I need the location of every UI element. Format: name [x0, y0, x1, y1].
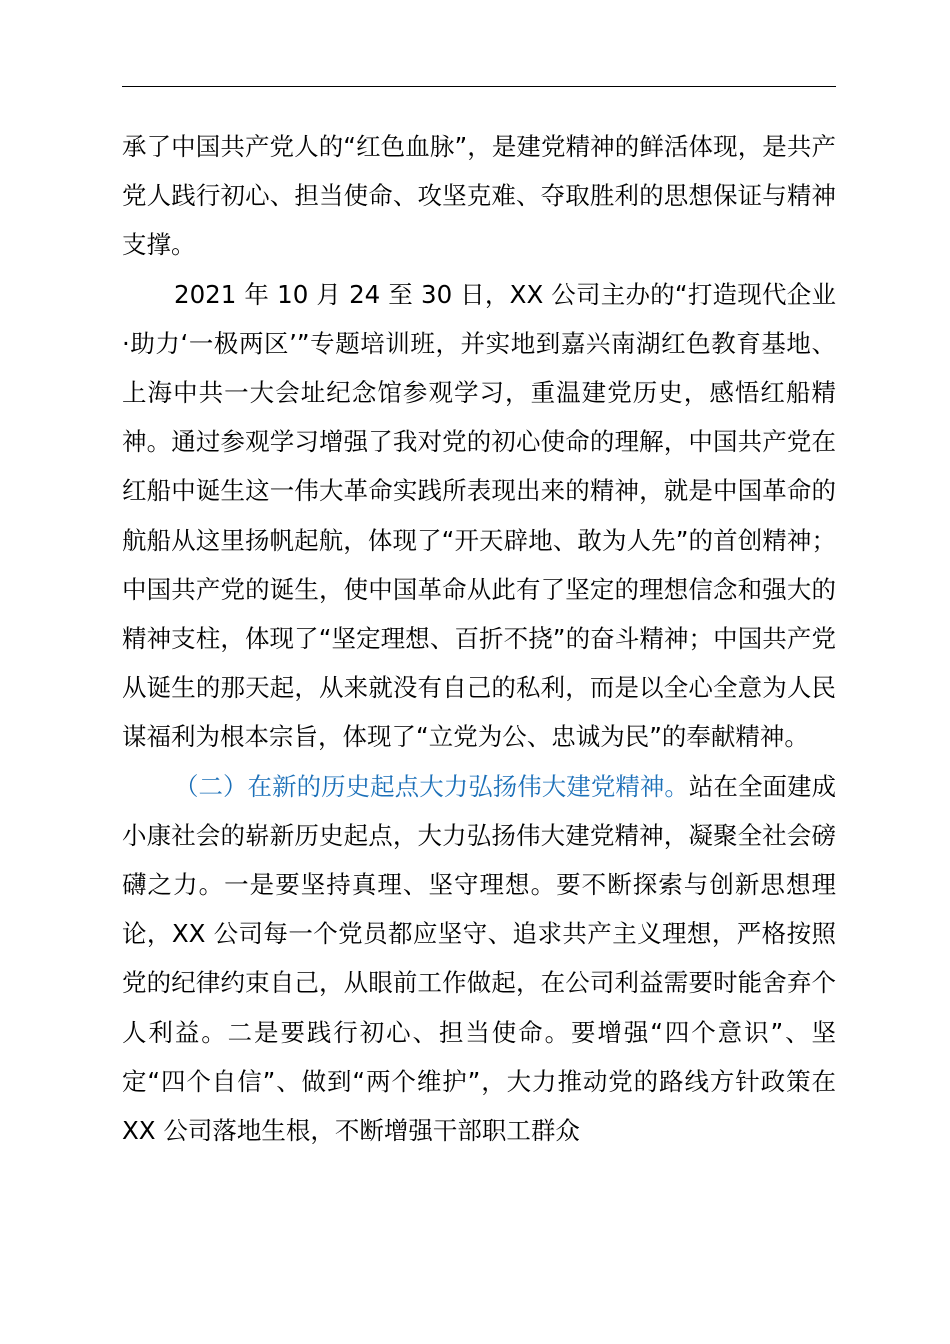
paragraph-section-two: [122, 762, 836, 1156]
header-rule: [122, 86, 836, 87]
section-heading: （二）在新的历史起点大力弘扬伟大建党精神。: [174, 771, 689, 801]
paragraph-continuation: 承了中国共产党人的“红色血脉”，是建党精神的鲜活体现，是共产党人践行初心、担当使命、攻坚克难、夺取胜利的思想保证与精神支撑。: [122, 132, 836, 260]
paragraph-study-visit: 2021 年 10 月 24 至 30 日，XX 公司主办的“打造现代企业·助力‘一极两区’”专题培训班，并实地到嘉兴南湖红色教育基地、上海中共一大会址纪念馆参观学习，重温建党历史，感悟红船精神。通过参观学习增强了我对党的初心使命的理解，中国共产党在红船中诞生这一伟大革命实践所表现出来的精神，就是中国革命的航船从这里扬帆起航，体现了“开天辟地、敢为人先”的首创精神；中国共产党的诞生，使中国革命从此有了坚定的理想信念和强大的精神支柱，体现了“坚定理想、百折不挠”的奋斗精神；中国共产党从诞生的那天起，从来就没有自己的私利，而是以全心全意为人民谋福利为根本宗旨，体现了“立党为公、忠诚为民”的奉献精神。: [122, 279, 836, 752]
section-body-text: 站在全面建成小康社会的崭新历史起点，大力弘扬伟大建党精神，凝聚全社会磅礴之力。一是要坚持真理、坚守理想。要不断探索与创新思想理论，XX 公司每一个党员都应坚守、追求共产主义理想，严格按照党的纪律约束自己，从眼前工作做起，在公司利益需要时能舍弃个人利益。二是要践行初心、担当使命。要增强“四个意识”、坚定“四个自信”、做到“两个维护”，大力推动党的路线方针政策在 XX 公司落地生根，不断增强干部职工群众: [122, 771, 837, 1146]
document-body: [122, 122, 836, 1155]
